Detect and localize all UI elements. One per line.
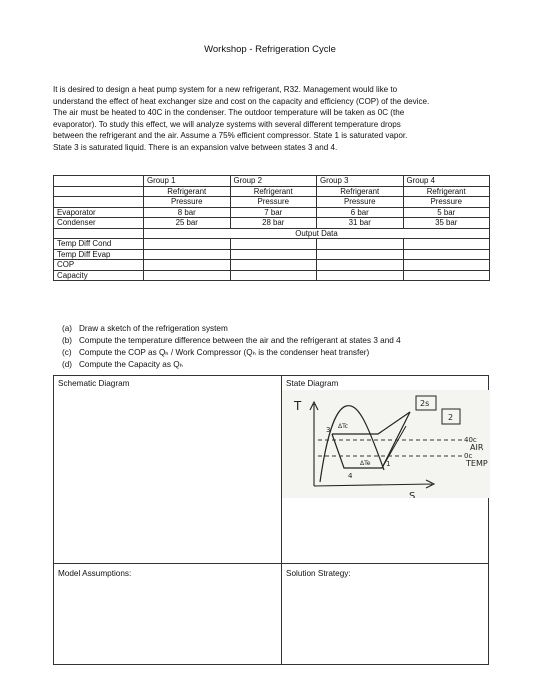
output-cell[interactable] [230, 239, 317, 250]
state-3-label: 3 [326, 426, 331, 434]
table-row [54, 239, 490, 250]
task-item [62, 359, 401, 371]
air-label: AIR [470, 443, 484, 452]
state-diagram-label: State Diagram [286, 379, 339, 388]
empty-cell [54, 197, 144, 208]
output-cell[interactable] [403, 270, 490, 281]
group-header: Group 4 [403, 176, 490, 187]
table-cell: 6 bar [317, 207, 404, 218]
output-data-header: Output Data [144, 228, 490, 239]
t-axis-label: T [294, 399, 302, 413]
table-row [54, 228, 490, 239]
table-cell: 35 bar [403, 218, 490, 229]
subheader-cell: Refrigerant [403, 186, 490, 197]
task-list [62, 323, 401, 371]
task-item [62, 323, 401, 335]
row-label: Condenser [54, 218, 144, 229]
empty-cell [54, 186, 144, 197]
task-item [62, 347, 401, 359]
delta-t-cond-label: ΔTc [338, 423, 349, 430]
table-row [54, 218, 490, 229]
ts-diagram-sketch [282, 390, 490, 498]
divider [54, 563, 488, 564]
page-title: Workshop - Refrigeration Cycle [204, 44, 336, 55]
intro-line: It is desired to design a heat pump system for a new refrigerant, R32. Management would like to [53, 85, 398, 94]
output-cell[interactable] [317, 239, 404, 250]
task-tag: (d) [62, 360, 73, 369]
group-header: Group 1 [144, 176, 231, 187]
output-cell[interactable] [230, 270, 317, 281]
empty-cell [54, 228, 144, 239]
task-tag: (a) [62, 324, 73, 333]
row-label: COP [54, 260, 144, 271]
corner-cell [54, 176, 144, 187]
subheader-cell: Pressure [317, 197, 404, 208]
output-cell[interactable] [144, 249, 231, 260]
table-subheader-row [54, 186, 490, 197]
solution-strategy-label: Solution Strategy: [286, 569, 351, 578]
table-cell: 8 bar [144, 207, 231, 218]
output-cell[interactable] [317, 270, 404, 281]
table-row [54, 249, 490, 260]
group-header: Group 3 [317, 176, 404, 187]
table-subheader-row [54, 197, 490, 208]
task-tag: (c) [62, 348, 72, 357]
subheader-cell: Refrigerant [230, 186, 317, 197]
output-cell[interactable] [317, 260, 404, 271]
delta-t-evap-label: ΔTe [360, 460, 371, 467]
table-cell: 5 bar [403, 207, 490, 218]
output-cell[interactable] [144, 239, 231, 250]
table-row [54, 260, 490, 271]
table-row [54, 270, 490, 281]
output-cell[interactable] [403, 260, 490, 271]
state-2s-label: 2s [420, 399, 430, 408]
output-cell[interactable] [144, 260, 231, 271]
intro-line: evaporator). To study this effect, we will analyze systems with several different temperature drops [53, 119, 401, 129]
state-2-label: 2 [448, 413, 454, 422]
table-cell: 25 bar [144, 218, 231, 229]
row-label: Capacity [54, 270, 144, 281]
row-label: Temp Diff Cond [54, 239, 144, 250]
state-1-label: 1 [386, 460, 391, 468]
sketch-background [282, 390, 490, 498]
schematic-diagram-label: Schematic Diagram [58, 379, 130, 388]
intro-line: between the refrigerant and the air. Assume a 75% efficient compressor. State 1 is saturated vapor. [53, 131, 408, 141]
intro-paragraph [53, 84, 493, 154]
task-tag: (b) [62, 336, 73, 345]
output-cell[interactable] [317, 249, 404, 260]
output-cell[interactable] [403, 249, 490, 260]
task-item [62, 335, 401, 347]
temp-label: TEMP [466, 459, 488, 468]
state-4-label: 4 [348, 472, 353, 480]
intro-line: The air must be heated to 40C in the condenser. The outdoor temperature will be taken as 0C (the [53, 108, 405, 118]
task-text: Compute the temperature difference between the air and the refrigerant at states 3 and 4 [79, 336, 401, 345]
table-row [54, 207, 490, 218]
data-table [53, 175, 490, 281]
task-text: Compute the COP as Qₕ / Work Compressor (Qₕ is the condenser heat transfer) [79, 348, 370, 357]
task-text: Compute the Capacity as Qₕ [79, 360, 183, 369]
subheader-cell: Refrigerant [144, 186, 231, 197]
output-cell[interactable] [144, 270, 231, 281]
output-cell[interactable] [230, 249, 317, 260]
subheader-cell: Pressure [230, 197, 317, 208]
row-label: Temp Diff Evap [54, 249, 144, 260]
group-header: Group 2 [230, 176, 317, 187]
table-cell: 7 bar [230, 207, 317, 218]
task-text: Draw a sketch of the refrigeration system [79, 324, 228, 333]
output-cell[interactable] [230, 260, 317, 271]
temp-0c-label: 0c [464, 452, 473, 460]
table-cell: 31 bar [317, 218, 404, 229]
intro-line: State 3 is saturated liquid. There is an expansion valve between states 3 and 4. [53, 142, 338, 152]
table-header-row [54, 176, 490, 187]
intro-line: understand the effect of heat exchanger size and cost on the capacity and efficiency (COP) of the device. [53, 96, 430, 106]
temp-40c-label: 40c [464, 436, 477, 444]
row-label: Evaporator [54, 207, 144, 218]
output-cell[interactable] [403, 239, 490, 250]
subheader-cell: Refrigerant [317, 186, 404, 197]
table-cell: 28 bar [230, 218, 317, 229]
subheader-cell: Pressure [144, 197, 231, 208]
answer-box-grid [53, 375, 489, 665]
s-axis-label: S [409, 491, 416, 498]
model-assumptions-label: Model Assumptions: [58, 569, 132, 578]
subheader-cell: Pressure [403, 197, 490, 208]
